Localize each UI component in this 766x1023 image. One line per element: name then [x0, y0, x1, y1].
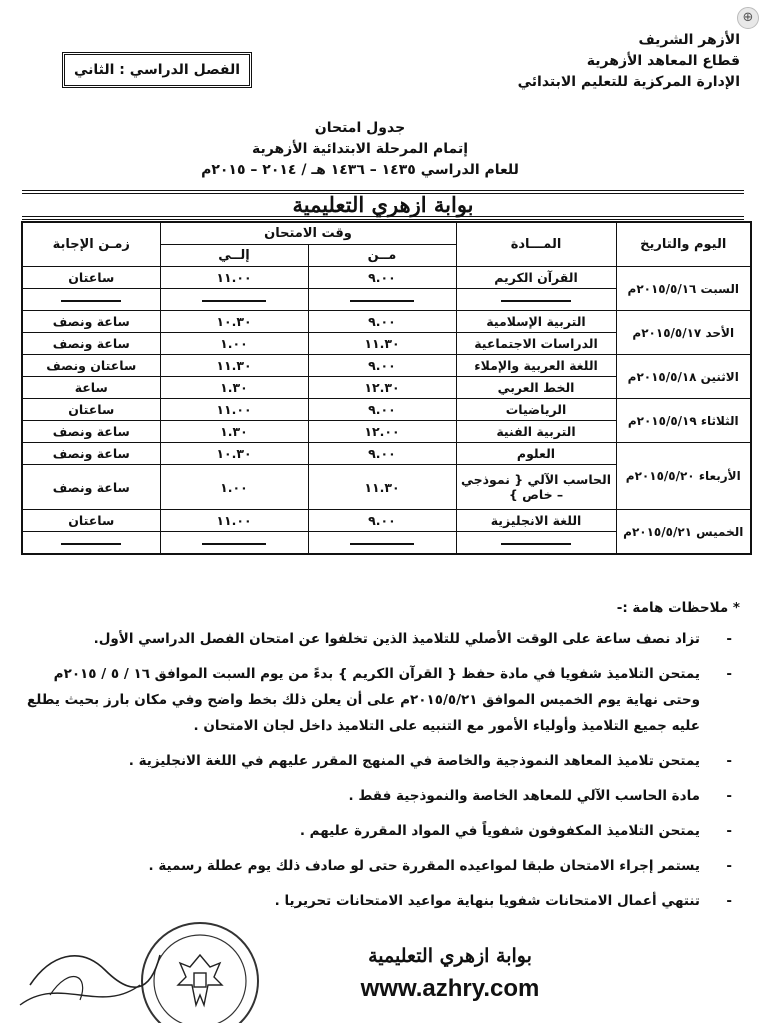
subject-cell: التربية الفنية [456, 421, 616, 443]
duration-cell: ساعتان ونصف [22, 355, 160, 377]
portal-banner: بوابة ازهري التعليمية [292, 192, 474, 217]
day-date-cell: السبت ٢٠١٥/٥/١٦م [616, 267, 751, 311]
from-cell: ١١.٣٠ [308, 465, 456, 510]
schedule-row [22, 510, 751, 532]
from-cell: ٩.٠٠ [308, 510, 456, 532]
duration-cell [22, 289, 160, 311]
from-cell: ١١.٣٠ [308, 333, 456, 355]
header-answer-duration: زمـن الإجابة [22, 222, 160, 267]
note-text: مادة الحاسب الآلي للمعاهد الخاصة والنموذجية فقط . [348, 788, 700, 804]
to-cell: ١.٣٠ [160, 377, 308, 399]
to-cell [160, 532, 308, 555]
notes-heading: * ملاحظات هامة :- [616, 600, 740, 616]
note-text: يمتحن التلاميذ شفويا في مادة حفظ { القرآن الكريم } بدءً من يوم السبت الموافق ١٦ / ٥ / ٢٠١٥م وحتى نهاية يوم الخميس الموافق ٢٠١٥/٥/٢١م على أن يعلن ذلك بخط واضح وفي مكان بارز بحيث يطلع عليه جميع التلاميذ وأولياء الأمور مع التنبيه على التلاميذ داخل لجان الامتحان . [26, 666, 700, 734]
document-title [140, 118, 580, 181]
footer-portal-name: بوابة ازهري التعليمية [368, 945, 532, 967]
semester-box: الفصل الدراسي : الثاني [62, 52, 252, 88]
note-text: تنتهي أعمال الامتحانات شفويا بنهاية مواعيد الامتحانات تحريريا . [274, 893, 700, 909]
from-cell [308, 532, 456, 555]
subject-cell: التربية الإسلامية [456, 311, 616, 333]
to-cell: ١.٠٠ [160, 333, 308, 355]
from-cell: ٩.٠٠ [308, 443, 456, 465]
to-cell: ١.٠٠ [160, 465, 308, 510]
important-notes [20, 600, 740, 923]
header-to: إلــي [160, 245, 308, 267]
note-bullet: - [726, 631, 732, 647]
to-cell: ١١.٠٠ [160, 399, 308, 421]
header-day-date: اليوم والتاريخ [616, 222, 751, 267]
schedule-row [22, 311, 751, 333]
subject-cell: اللغة الانجليزية [456, 510, 616, 532]
duration-cell: ساعتان [22, 510, 160, 532]
subject-cell: الرياضيات [456, 399, 616, 421]
org-line-3: الإدارة المركزية للتعليم الابتدائي [517, 74, 740, 90]
subject-cell: القرآن الكريم [456, 267, 616, 289]
note-bullet: - [726, 753, 732, 769]
day-date-cell: الأربعاء ٢٠١٥/٥/٢٠م [616, 443, 751, 510]
title-line-2: إتمام المرحلة الابتدائية الأزهرية [251, 141, 468, 157]
schedule-row [22, 355, 751, 377]
duration-cell: ساعتان [22, 399, 160, 421]
subject-cell [456, 532, 616, 555]
from-cell: ٩.٠٠ [308, 311, 456, 333]
exam-schedule-table [21, 221, 752, 555]
footer-website-url[interactable]: www.azhry.com [360, 975, 540, 1002]
from-cell: ١٢.٣٠ [308, 377, 456, 399]
from-cell [308, 289, 456, 311]
from-cell: ١٢.٠٠ [308, 421, 456, 443]
note-bullet: - [726, 893, 732, 909]
subject-cell: الحاسب الآلي { نموذجي – خاص } [456, 465, 616, 510]
subject-cell: الخط العربي [456, 377, 616, 399]
notes-list [20, 626, 740, 914]
eagle-emblem-icon [178, 955, 222, 1005]
duration-cell [22, 532, 160, 555]
organization-header [517, 30, 740, 93]
duration-cell: ساعة [22, 377, 160, 399]
day-date-cell: الخميس ٢٠١٥/٥/٢١م [616, 510, 751, 555]
zoom-magnifier-icon[interactable]: ⊕ [737, 7, 759, 29]
duration-cell: ساعة ونصف [22, 421, 160, 443]
footer-brand [290, 940, 610, 1006]
note-item [20, 748, 740, 774]
note-bullet: - [726, 788, 732, 804]
subject-cell: العلوم [456, 443, 616, 465]
header-from: مــن [308, 245, 456, 267]
duration-cell: ساعة ونصف [22, 311, 160, 333]
double-rule-bottom [22, 216, 744, 220]
day-date-cell: الأحد ٢٠١٥/٥/١٧م [616, 311, 751, 355]
duration-cell: ساعتان [22, 267, 160, 289]
official-stamp-signature [10, 915, 270, 1023]
note-text: يمتحن التلاميذ المكفوفون شفوياً في المواد المقررة عليهم . [299, 823, 700, 839]
to-cell: ١٠.٣٠ [160, 443, 308, 465]
to-cell: ١٠.٣٠ [160, 311, 308, 333]
from-cell: ٩.٠٠ [308, 399, 456, 421]
from-cell: ٩.٠٠ [308, 267, 456, 289]
to-cell [160, 289, 308, 311]
to-cell: ١١.٠٠ [160, 510, 308, 532]
subject-cell [456, 289, 616, 311]
note-bullet: - [726, 858, 732, 874]
to-cell: ١١.٣٠ [160, 355, 308, 377]
subject-cell: الدراسات الاجتماعية [456, 333, 616, 355]
header-subject: المـــادة [456, 222, 616, 267]
title-line-1: جدول امتحان [314, 120, 406, 136]
schedule-row [22, 267, 751, 289]
note-item [20, 818, 740, 844]
note-item [20, 661, 740, 739]
to-cell: ١.٣٠ [160, 421, 308, 443]
to-cell: ١١.٠٠ [160, 267, 308, 289]
note-item [20, 853, 740, 879]
org-line-2: قطاع المعاهد الأزهرية [586, 53, 740, 69]
note-text: تزاد نصف ساعة على الوقت الأصلي للتلاميذ الذين تخلفوا عن امتحان الفصل الدراسي الأول. [93, 631, 700, 647]
subject-cell: اللغة العربية والإملاء [456, 355, 616, 377]
duration-cell: ساعة ونصف [22, 465, 160, 510]
schedule-body [22, 267, 751, 555]
note-bullet: - [726, 823, 732, 839]
note-bullet: - [726, 666, 732, 682]
note-item [20, 888, 740, 914]
day-date-cell: الثلاثاء ٢٠١٥/٥/١٩م [616, 399, 751, 443]
duration-cell: ساعة ونصف [22, 333, 160, 355]
schedule-row [22, 443, 751, 465]
schedule-row [22, 399, 751, 421]
header-exam-time: وقت الامتحان [160, 222, 456, 245]
note-text: يمتحن تلاميذ المعاهد النموذجية والخاصة في المنهج المقرر عليهم في اللغة الانجليزية . [128, 753, 700, 769]
note-text: يستمر إجراء الامتحان طبقا لمواعيده المقررة حتى لو صادف ذلك يوم عطلة رسمية . [148, 858, 700, 874]
note-item [20, 783, 740, 809]
day-date-cell: الاثنين ٢٠١٥/٥/١٨م [616, 355, 751, 399]
note-item [20, 626, 740, 652]
duration-cell: ساعة ونصف [22, 443, 160, 465]
org-line-1: الأزهر الشريف [638, 32, 740, 48]
title-line-3: للعام الدراسي ١٤٣٥ – ١٤٣٦ هـ / ٢٠١٤ – ٢٠١٥م [201, 162, 519, 178]
from-cell: ٩.٠٠ [308, 355, 456, 377]
